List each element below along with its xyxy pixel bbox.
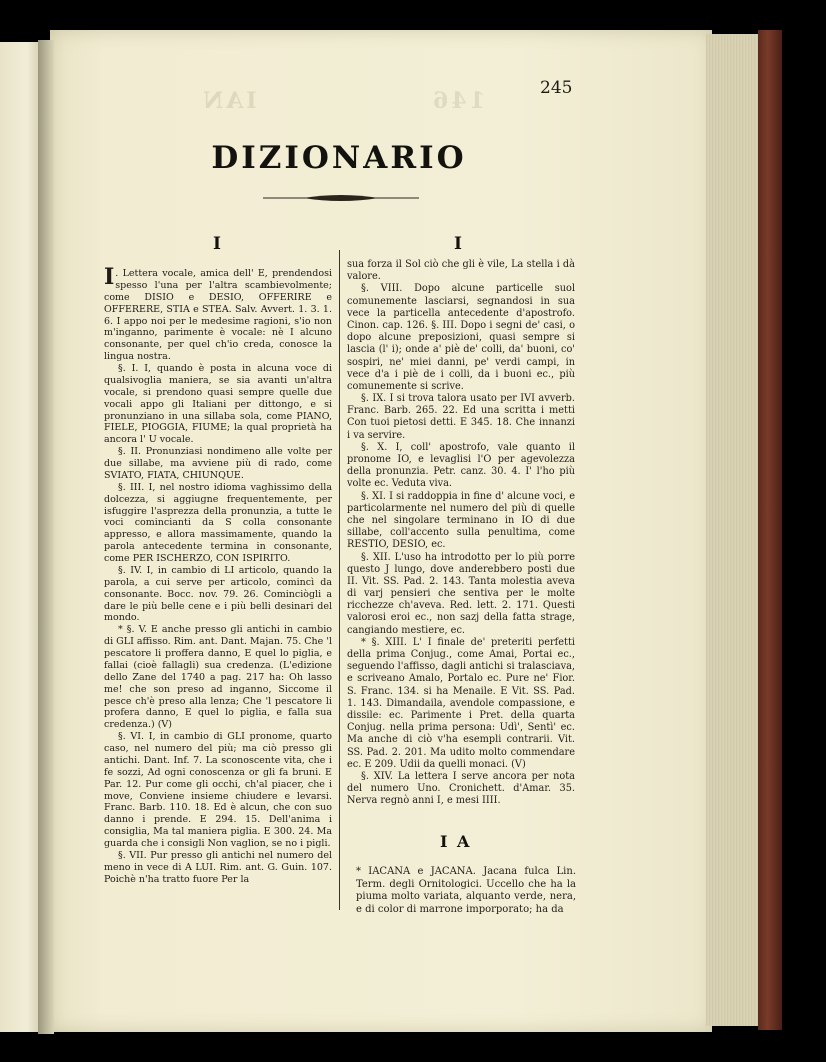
bleed-through-number: 146 [430, 88, 485, 114]
paragraph: §. XII. L'uso ha introdotto per lo più porre questo J lungo, dove anderebbero posti due II. Vit. SS. Pad. 2. 143. Tanta molestia aveva di varj pensieri che sentiva per le molte ricchezze ch'aveva. Red. lett. 2. 171. Questi valorosi eroi ec., non sazj della fatta strage, cangiando mestiere, ec. [347, 551, 575, 636]
left-column [104, 264, 332, 886]
drop-cap: I [104, 264, 115, 290]
paragraph: §. III. I, nel nostro idioma vaghissimo della dolcezza, si aggiugne frequentemente, per isfuggire l'asprezza della pronunzia, a tutte le voci comincianti da S colla consonante appresso, e allora massimamente, quando la parola antecedente termina in consonante, come PER ISCHERZO, CON ISPIRITO. [104, 481, 332, 564]
page-number: 245 [540, 78, 573, 98]
paragraph: * IACANA e JACANA. Jacana fulca Lin. Term. degli Ornitologici. Uccello che ha la piuma molto variata, alquanto verde, nera, e di color di marrone imporporato; ha da [356, 866, 576, 915]
paragraph: I . Lettera vocale, amica dell' E, prendendosi spesso l'una per l'altra scambievolmente; come DISIO e DESIO, OFFERIRE e OFFERERE, STIA e STEA. Salv. Avvert. 1. 3. 1. 6. I appo noi per le medesime ragioni, s'io non m'inganno, parimente è vocale: nè I alcuno consonante, per quel ch'io creda, conosce la lingua nostra. [104, 264, 332, 363]
ornamental-rule [263, 192, 419, 204]
right-column [347, 259, 575, 807]
right-column-heading: I [454, 234, 462, 254]
paragraph: * §. V. E anche presso gli antichi in cambio di GLI affisso. Rim. ant. Dant. Majan. 75. Che 'l pescatore li proffera danno, E quel lo piglia, e fallai (cioè fallagli) sua credenza. (L'edizione dello Zane del 1740 a pag. 217 ha: Oh lasso me! che son preso ad inganno, Siccome il pesce ch'è preso alla lenza; Che 'l pescatore li profera danno, E quel lo piglia, e falla sua credenza.) (V) [104, 624, 332, 731]
paragraph: §. II. Pronunziasi nondimeno alle volte per due sillabe, ma avviene più di rado, come SVIATO, FIATA, CHIUNQUE. [104, 446, 332, 481]
page-fore-edge [706, 34, 764, 1026]
entry-iacana [356, 866, 576, 916]
bleed-through-word: IAN [200, 88, 257, 114]
book-gutter [38, 40, 54, 1034]
paragraph: §. XIV. La lettera I serve ancora per nota del numero Uno. Cronichett. d'Amar. 35. Nerva regnò anni I, e mesi IIII. [347, 770, 575, 807]
left-column-heading: I [213, 234, 221, 254]
paragraph: §. XI. I si raddoppia in fine d' alcune voci, e particolarmente nel numero del più di quelle che nel singolare terminano in IO di due sillabe, coll'accento sulla penultima, come RESTIO, DESIO, ec. [347, 490, 575, 551]
leather-cover [758, 30, 782, 1030]
paragraph: §. VII. Pur presso gli antichi nel numero del meno in vece di A LUI. Rim. ant. G. Guin. 107. Poichè n'ha tratto fuore Per la [104, 849, 332, 885]
page-title: DIZIONARIO [211, 140, 467, 176]
paragraph: sua forza il Sol ciò che gli è vile, La stella i dà valore. [347, 259, 575, 283]
section-heading: I A [440, 832, 472, 851]
paragraph: §. VI. I, in cambio di GLI pronome, quarto caso, nel numero del più; ma ciò presso gli antichi. Dant. Inf. 7. La sconoscente vita, che i fe sozzi, Ad ogni conoscenza or gli fa bruni. E Par. 12. Pur come gli occhi, ch'al piacer, che i move, Conviene insieme chiudere e levarsi. Franc. Barb. 110. 18. Ed è alcun, che con suo danno i prende. E 294. 15. Dell'anima i consiglia, Ma tal maniera piglia. E 300. 24. Ma guarda che i consigli Non vaglion, se no i pigli. [104, 731, 332, 849]
paragraph: §. X. I, coll' apostrofo, vale quanto il pronome IO, e levaglisi l'O per agevolezza della pronunzia. Petr. canz. 30. 4. I' l'ho più volte ec. Veduta viva. [347, 441, 575, 490]
paragraph: §. IV. I, in cambio di LI articolo, quando la parola, a cui serve per articolo, comincì da consonante. Bocc. nov. 79. 26. Cominciògli a dare le più belle cene e i più belli desinari del mondo. [104, 564, 332, 624]
paragraph: §. I. I, quando è posta in alcuna voce di qualsivoglia maniera, se sia avanti un'altra vocale, si prendono quasi sempre quelle due vocali appo gli Italiani per dittongo, e si pronunziano in una sillaba sola, come PIANO, FIELE, PIOGGIA, FIUME; la qual proprietà ha ancora l' U vocale. [104, 363, 332, 446]
paragraph: * §. XIII. L' I finale de' preteriti perfetti della prima Conjug., come Amai, Portai ec., seguendo l'affisso, dagli antichi si tralasciava, e scriveano Amalo, Portalo ec. Pure ne' Fior. S. Franc. 134. si ha Menaile. E Vit. SS. Pad. 1. 143. Dimandaila, avendole compassione, e dissile: ec. Parimente i Pret. della quarta Conjug. nella prima persona: Udì', Sentì' ec. Ma anche di ciò v'ha esempli contrarii. Vit. SS. Pad. 2. 201. Ma udito molto commendare ec. E 209. Udii da quelli monaci. (V) [347, 636, 575, 770]
paragraph: §. VIII. Dopo alcune particelle suol comunemente lasciarsi, segnandosi in sua vece la particella antecedente d'apostrofo. Cinon. cap. 126. §. III. Dopo i segni de' casi, o dopo alcune preposizioni, quasi sempre si lascia (l' i); onde a' piè de' colli, da' buoni, co' sospiri, ne' miei danni, pe' verdi campi, in vece d'a i piè de i colli, da i buoni ec., più comunemente si scrive. [347, 283, 575, 392]
paragraph: §. IX. I si trova talora usato per IVI avverb. Franc. Barb. 265. 22. Ed una scritta i metti Con tuoi pietosi detti. E 345. 18. Che innanzi i va servire. [347, 393, 575, 441]
column-divider [339, 250, 340, 910]
